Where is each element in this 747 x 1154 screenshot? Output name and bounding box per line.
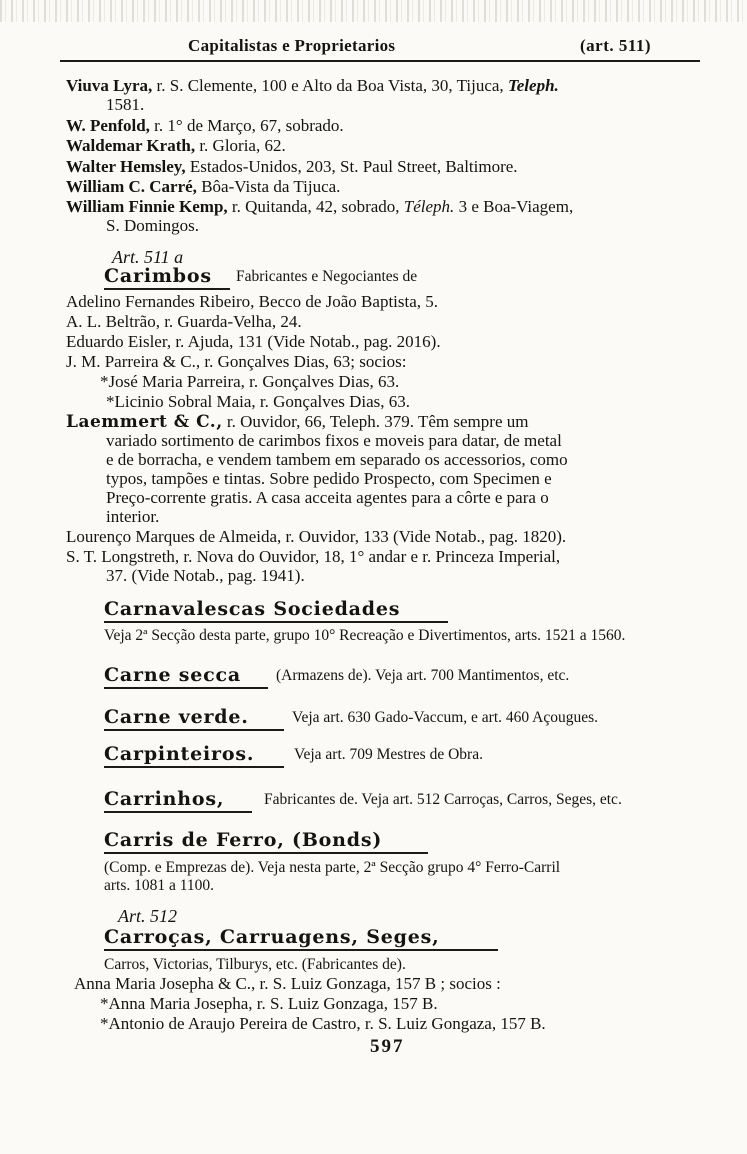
heading-rule xyxy=(104,852,428,854)
entry-text: Bôa-Vista da Tijuca. xyxy=(196,177,341,196)
entry-kemp-cont: S. Domingos. xyxy=(106,216,200,235)
entry-text: r. Quitanda, 42, sobrado, xyxy=(227,197,404,216)
section-text: arts. 1081 a 1100. xyxy=(104,877,215,894)
entry-text: Estados-Unidos, 203, St. Paul Street, Baltimore. xyxy=(185,157,518,176)
carimbos-line: Eduardo Eisler, r. Ajuda, 131 (Vide Notab., pag. 2016). xyxy=(66,332,441,351)
section-text: (Armazens de). Veja art. 700 Mantimentos, etc. xyxy=(276,667,570,684)
scan-noise xyxy=(0,0,747,22)
entry-text: r. 1° de Março, 67, sobrado. xyxy=(149,116,344,135)
entry-text: 3 e Boa-Viagem, xyxy=(454,197,574,216)
entry-name: Laemmert & C., xyxy=(66,412,223,432)
entry-name: W. Penfold, xyxy=(66,116,150,135)
entry-name: William Finnie Kemp, xyxy=(66,197,228,216)
carimbos-line: J. M. Parreira & C., r. Gonçalves Dias, 63; socios: xyxy=(66,352,407,371)
entry-teleph: Teleph. xyxy=(507,76,559,95)
entry-teleph: Téleph. xyxy=(403,197,455,216)
section-text: Fabricantes de. Veja art. 512 Carroças, Carros, Seges, etc. xyxy=(264,791,622,808)
section-heading-carrocas: Carroças, Carruagens, Seges, xyxy=(104,926,440,948)
section-heading-carris-de-ferro: Carris de Ferro, (Bonds) xyxy=(104,829,383,851)
entry-carre xyxy=(66,177,340,197)
section-subtitle: Carros, Victorias, Tilburys, etc. (Fabricantes de). xyxy=(104,956,406,973)
entry-text: r. S. Clemente, 100 e Alto da Boa Vista, 30, Tijuca, xyxy=(152,76,508,95)
section-heading-carimbos: Carimbos xyxy=(104,265,212,287)
section-heading-carne-verde: Carne verde. xyxy=(104,706,249,728)
entry-text: r. Gloria, 62. xyxy=(195,136,286,155)
carimbos-line: A. L. Beltrão, r. Guarda-Velha, 24. xyxy=(66,312,302,331)
heading-rule xyxy=(104,687,268,689)
entry-viuva-lyra xyxy=(66,76,559,96)
section-text: (Comp. e Emprezas de). Veja nesta parte, 2ª Secção grupo 4° Ferro-Carril xyxy=(104,859,561,876)
entry-name: Waldemar Krath, xyxy=(66,136,196,155)
laemmert-line: Preço-corrente gratis. A casa acceita agentes para a côrte e para o xyxy=(106,488,549,507)
entry-name: William C. Carré, xyxy=(66,177,197,196)
header-title: Capitalistas e Proprietarios xyxy=(188,36,396,55)
entry-text: r. Ouvidor, 66, Teleph. 379. Têm sempre um xyxy=(222,412,529,431)
carimbos-line: 37. (Vide Notab., pag. 1941). xyxy=(106,566,305,585)
section-heading-carpinteiros: Carpinteiros. xyxy=(104,743,255,765)
entry-name: Viuva Lyra, xyxy=(66,76,153,95)
carrocas-line: Anna Maria Josepha & C., r. S. Luiz Gonzaga, 157 B ; socios : xyxy=(74,974,501,993)
carimbos-line: S. T. Longstreth, r. Nova do Ouvidor, 18, 1° andar e r. Princeza Imperial, xyxy=(66,547,561,566)
entry-penfold xyxy=(66,116,344,136)
section-text: Veja 2ª Secção desta parte, grupo 10° Recreação e Divertimentos, arts. 1521 a 1560. xyxy=(104,627,626,644)
heading-rule xyxy=(104,766,284,768)
header-article: (art. 511) xyxy=(580,36,652,55)
entry-kemp xyxy=(66,197,573,217)
section-heading-carnavalescas: Carnavalescas Sociedades xyxy=(104,598,401,620)
page-number: 597 xyxy=(370,1036,405,1057)
entry-name: Walter Hemsley, xyxy=(66,157,186,176)
running-header xyxy=(60,36,700,58)
entry-viuva-lyra-cont: 1581. xyxy=(106,95,145,114)
carimbos-line: Adelino Fernandes Ribeiro, Becco de João Baptista, 5. xyxy=(66,292,439,311)
heading-rule xyxy=(104,811,252,813)
entry-laemmert xyxy=(66,412,528,432)
entry-hemsley xyxy=(66,157,518,177)
section-heading-carne-secca: Carne secca xyxy=(104,664,241,686)
carimbos-line: Lourenço Marques de Almeida, r. Ouvidor, 133 (Vide Notab., pag. 1820). xyxy=(66,527,567,546)
laemmert-line: typos, tampões e tintas. Sobre pedido Prospecto, com Specimen e xyxy=(106,469,552,488)
section-subtitle: Fabricantes e Negociantes de xyxy=(236,268,418,285)
header-rule xyxy=(60,60,700,62)
carrocas-partner: *Anna Maria Josepha, r. S. Luiz Gonzaga, 157 B. xyxy=(100,994,438,1013)
heading-rule xyxy=(104,729,284,731)
section-text: Veja art. 709 Mestres de Obra. xyxy=(294,746,483,763)
laemmert-line: variado sortimento de carimbos fixos e moveis para datar, de metal xyxy=(106,431,562,450)
section-heading-carrinhos: Carrinhos, xyxy=(104,788,225,810)
heading-rule xyxy=(104,621,448,623)
entry-krath xyxy=(66,136,286,156)
heading-rule xyxy=(104,288,230,290)
laemmert-line: interior. xyxy=(106,507,160,526)
carimbos-partner: *Licinio Sobral Maia, r. Gonçalves Dias, 63. xyxy=(106,392,411,411)
article-label: Art. 511 a xyxy=(112,247,184,267)
carimbos-partner: *José Maria Parreira, r. Gonçalves Dias, 63. xyxy=(100,372,400,391)
article-label: Art. 512 xyxy=(118,906,178,926)
heading-rule xyxy=(104,949,498,951)
carrocas-partner: *Antonio de Araujo Pereira de Castro, r. S. Luiz Gongaza, 157 B. xyxy=(100,1014,546,1033)
laemmert-line: e de borracha, e vendem tambem em separado os accessorios, como xyxy=(106,450,568,469)
section-text: Veja art. 630 Gado-Vaccum, e art. 460 Açougues. xyxy=(292,709,599,726)
